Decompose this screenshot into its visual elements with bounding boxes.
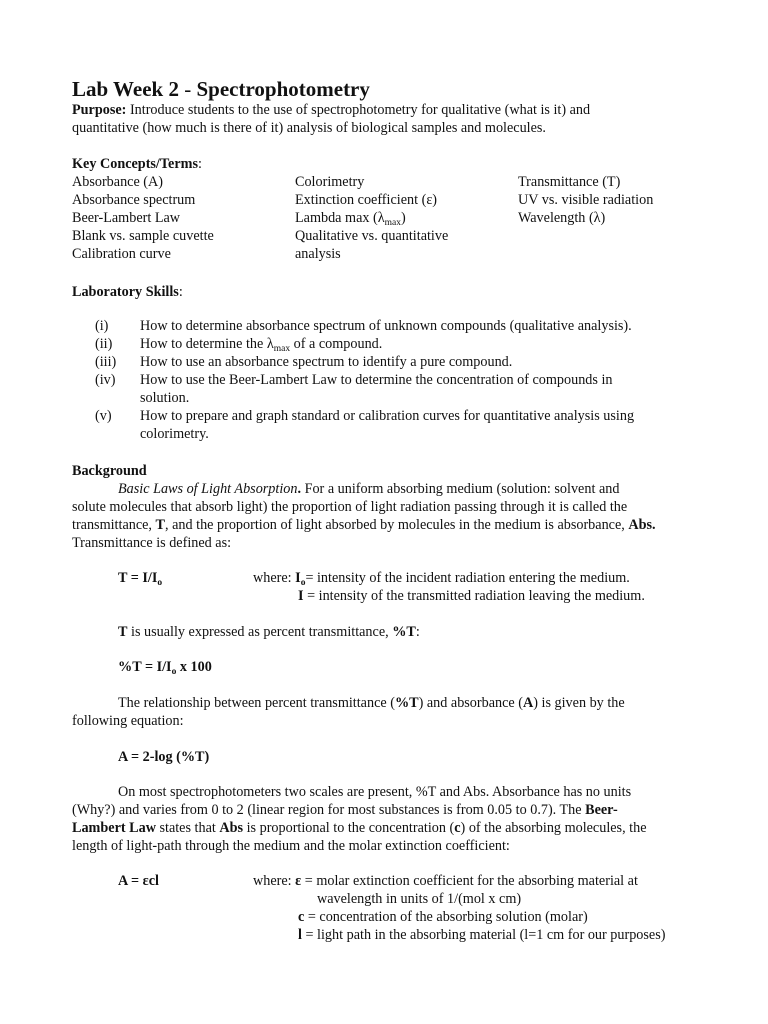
symbol-A: A (522, 695, 534, 711)
key-term: Wavelength (λ) (518, 210, 606, 226)
lambda-max-subscript: max (384, 218, 401, 228)
skill-number: (iii) (95, 354, 117, 370)
key-concepts-column-1 (72, 173, 214, 263)
page-title (72, 77, 370, 101)
purpose-text-1: Introduce students to the use of spectrophotometry for qualitative (what is it) and (126, 102, 591, 118)
background-para1-line2: solute molecules that absorb light) the proportion of light radiation passing through it is called the (72, 499, 628, 515)
skill-number: (iv) (95, 372, 116, 388)
para-text: ) and absorbance ( (418, 695, 523, 711)
background-heading: Background (72, 463, 147, 479)
key-term: Absorbance (A) (72, 174, 163, 190)
key-concepts-colon: : (197, 156, 202, 172)
title-main: Lab Week 2 (72, 77, 179, 101)
symbol-epsilon: ε (295, 873, 302, 889)
beer-lambert-para-line4: length of light-path through the medium and the molar extinction coefficient: (72, 838, 510, 854)
skill-text-continued: solution. (140, 390, 190, 406)
beer-lambert-para-line2 (72, 801, 618, 819)
where-label: where: (253, 873, 296, 889)
definition-text: = intensity of the transmitted radiation leaving the medium. (303, 588, 645, 604)
equation-lhs: T = I/I (118, 570, 158, 586)
symbol-I0: I (295, 570, 301, 586)
laws-period: . (297, 481, 302, 497)
equation4-where-line3 (298, 926, 665, 944)
lab-skills-heading (72, 283, 183, 301)
skill-text-part: How to determine the λ (140, 336, 274, 352)
equation4-where-line2 (298, 908, 588, 926)
equation-beer-lambert: A = εcl (118, 873, 159, 889)
para-text: For a uniform absorbing medium (solution: solvent and (301, 481, 620, 497)
para-text: : (415, 624, 420, 640)
definition-text: = concentration of the absorbing solution (molar) (304, 909, 588, 925)
symbol-I: I (298, 588, 304, 604)
background-para1-line1 (118, 480, 619, 498)
key-term: Extinction coefficient (ε) (295, 192, 437, 208)
key-term: Beer-Lambert Law (72, 210, 181, 226)
symbol-T: T (118, 624, 128, 640)
percent-transmittance-sentence (118, 623, 420, 641)
equation1-where-line2 (298, 587, 645, 605)
skill-text: How to use the Beer-Lambert Law to determine the concentration of compounds in (140, 372, 613, 388)
title-dash: - (178, 77, 197, 101)
para-text: ) is given by the (533, 695, 625, 711)
skill-text (140, 335, 382, 353)
equation-subscript: o (157, 578, 163, 588)
relationship-line2: following equation: (72, 713, 184, 729)
para-text: transmittance, (72, 517, 156, 533)
beer-lambert-para-line3 (72, 819, 647, 837)
title-sub: Spectrophotometry (196, 77, 370, 101)
equation-absorbance: A = 2-log (%T) (118, 749, 210, 765)
key-term: Colorimetry (295, 174, 365, 190)
skill-number: (v) (95, 408, 112, 424)
para-text: is proportional to the concentration ( (243, 820, 455, 836)
equation-percent-transmittance (118, 658, 212, 676)
key-term (295, 209, 448, 227)
skill-item (0, 407, 768, 443)
equation-lhs: %T = I/I (118, 659, 172, 675)
symbol-c: c (454, 820, 461, 836)
skill-text: How to use an absorbance spectrum to identify a pure compound. (140, 354, 513, 370)
para-text: (Why?) and varies from 0 to 2 (linear region for most substances is from 0.05 to 0.7). The (72, 802, 586, 818)
equation-transmittance (118, 569, 162, 587)
lambda-max-label: Lambda max (λ (295, 210, 385, 226)
equation-subscript: o (171, 667, 177, 677)
symbol-l: l (298, 927, 302, 943)
beer-lambert-term: Beer- (585, 802, 618, 818)
para-text: is usually expressed as percent transmittance, (127, 624, 393, 640)
skill-text: How to determine absorbance spectrum of unknown compounds (qualitative analysis). (140, 318, 632, 334)
equation1-where-line1 (253, 569, 630, 587)
laws-subheading: Basic Laws of Light Absorption (118, 481, 298, 497)
definition-text: = intensity of the incident radiation entering the medium. (305, 570, 630, 586)
equation4-where-line1 (253, 872, 638, 890)
lab-skills-colon: : (178, 284, 183, 300)
key-term: Absorbance spectrum (72, 192, 196, 208)
symbol-subscript: o (300, 578, 306, 588)
para-text: ) of the absorbing molecules, the (460, 820, 647, 836)
skill-item (0, 353, 768, 371)
lambda-max-close: ) (400, 210, 406, 226)
key-term: Blank vs. sample cuvette (72, 228, 214, 244)
symbol-Abs: Abs. (628, 517, 656, 533)
key-term: Transmittance (T) (518, 174, 621, 190)
skill-item (0, 317, 768, 335)
symbol-percent-T: %T (394, 695, 419, 711)
symbol-Abs: Abs (219, 820, 244, 836)
lambda-max-subscript: max (273, 344, 291, 354)
symbol-percent-T: %T (392, 624, 416, 640)
skill-item (0, 371, 768, 407)
background-para1-line3 (72, 516, 656, 534)
purpose-line-1 (72, 101, 590, 119)
beer-lambert-term: Lambert Law (72, 820, 156, 836)
equation-rhs: x 100 (176, 659, 212, 675)
equation4-where-line1-cont: wavelength in units of 1/(mol x cm) (317, 891, 522, 907)
para-text: The relationship between percent transmittance ( (118, 695, 395, 711)
where-label: where: (253, 570, 296, 586)
symbol-c: c (298, 909, 305, 925)
skill-text: How to prepare and graph standard or calibration curves for quantitative analysis using (140, 408, 635, 424)
definition-text: = light path in the absorbing material (l=1 cm for our purposes) (301, 927, 666, 943)
definition-text: = molar extinction coefficient for the absorbing material at (301, 873, 638, 889)
symbol-T: T (155, 517, 165, 533)
skill-number: (i) (95, 318, 109, 334)
relationship-line1 (118, 694, 625, 712)
key-term: UV vs. visible radiation (518, 192, 654, 208)
purpose-line-2: quantitative (how much is there of it) analysis of biological samples and molecules. (72, 120, 546, 136)
lab-skills-heading-text: Laboratory Skills (72, 284, 179, 300)
skill-text-continued: colorimetry. (140, 426, 209, 442)
beer-lambert-para-line1: On most spectrophotometers two scales are present, %T and Abs. Absorbance has no units (118, 784, 632, 800)
key-concepts-column-2 (295, 173, 448, 263)
key-term: Qualitative vs. quantitative (295, 228, 449, 244)
key-term: analysis (295, 246, 341, 262)
key-concepts-column-3 (518, 173, 653, 227)
key-concepts-heading (72, 155, 202, 173)
purpose-label: Purpose: (72, 102, 127, 118)
skill-item (0, 335, 768, 353)
para-text: states that (155, 820, 220, 836)
key-term: Calibration curve (72, 246, 171, 262)
para-text: , and the proportion of light absorbed by molecules in the medium is absorbance, (165, 517, 629, 533)
skill-number: (ii) (95, 336, 113, 352)
key-concepts-heading-text: Key Concepts/Terms (72, 156, 198, 172)
skill-text-part: of a compound. (290, 336, 383, 352)
background-para1-line4: Transmittance is defined as: (72, 535, 232, 551)
